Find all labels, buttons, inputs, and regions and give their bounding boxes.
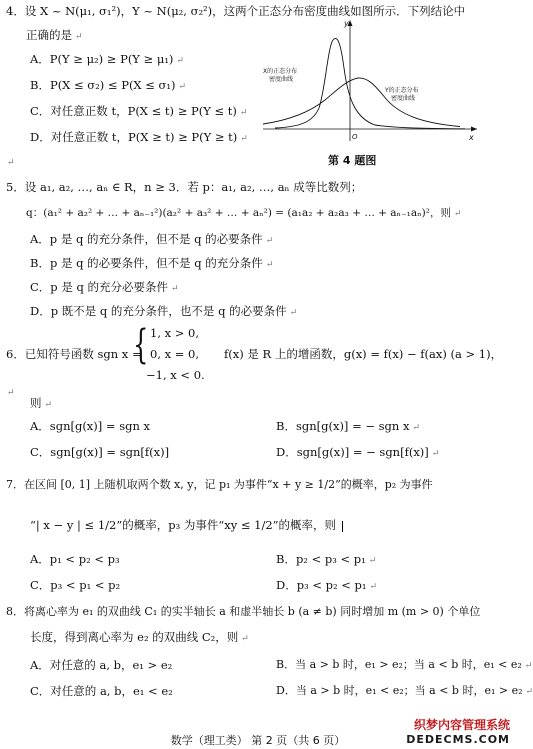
q6-ze-text: 则 <box>30 396 42 410</box>
q6-option-b <box>276 419 420 435</box>
paragraph-mark: ↵ <box>176 56 184 66</box>
y-curve-label-line2: 密度曲线 <box>391 95 416 102</box>
x-curve-label-line2: 密度曲线 <box>269 76 294 83</box>
q6-stem-prefix: 6．已知符号函数 sgn x = <box>6 347 142 361</box>
paragraph-mark: ↵ <box>178 82 187 92</box>
q8-option-d-text: D．当 a > b 时，e₁ < e₂；当 a < b 时，e₁ > e₂ <box>276 684 523 697</box>
q8-option-c: C．对任意的 a, b，e₁ < e₂ <box>30 684 173 698</box>
paragraph-mark: ↵ <box>171 284 179 294</box>
q5-option-d-text: D．p 既不是 q 的充分条件，也不是 q 的必要条件 <box>30 304 287 318</box>
text-cursor <box>342 521 343 532</box>
q4-stem-text: 正确的是 <box>26 28 72 42</box>
q6-case-2: 0, x = 0, <box>150 347 200 361</box>
q4-option-b <box>30 78 186 94</box>
q5-option-b-text: B．p 是 q 的必要条件，但不是 q 的充分条件 <box>30 256 263 270</box>
watermark-line1: 织梦内容管理系统 <box>413 718 510 732</box>
q6-option-d-text: D．sgn[g(x)] = − sgn[f(x)] <box>276 445 429 459</box>
paragraph-mark: ↵ <box>369 582 378 592</box>
q7-option-b-text: B．p₂ < p₃ < p₁ <box>276 552 366 566</box>
q5-option-a-text: A．p 是 q 的充分条件，但不是 q 的必要条件 <box>30 232 263 246</box>
paragraph-mark: ↵ <box>239 108 248 118</box>
origin-label: O <box>352 133 358 141</box>
paragraph-mark: ↵ <box>431 449 440 459</box>
paragraph-mark: ↵ <box>289 308 298 318</box>
x-density-curve <box>275 38 465 128</box>
paragraph-mark: ↵ <box>412 423 421 433</box>
q7-stem-line1: 7．在区间 [0, 1] 上随机取两个数 x, y，记 p₁ 为事件“x + y ≥ 1/2”的概率，p₂ 为事件 <box>6 478 433 491</box>
q6-option-c: C．sgn[g(x)] = sgn[f(x)] <box>30 445 170 459</box>
q7-option-c: C．p₃ < p₁ < p₂ <box>30 578 121 592</box>
q7-option-a: A．p₁ < p₂ < p₃ <box>30 552 120 566</box>
y-curve-label-line1: Y的正态分布 <box>385 87 419 94</box>
q6-option-d <box>276 445 439 461</box>
q7-stem-line2 <box>30 518 343 532</box>
q5-option-c <box>30 280 179 296</box>
q6-option-b-text: B．sgn[g(x)] = − sgn x <box>276 419 410 433</box>
paragraph-mark: ↵ <box>241 634 249 644</box>
q5-stem-line2 <box>26 206 462 221</box>
paragraph-mark: ↵ <box>75 32 83 42</box>
paragraph-mark: ↵ <box>265 260 274 270</box>
q4-stem-line2 <box>26 28 83 44</box>
q8-stem-text: 长度，得到离心率为 e₂ 的双曲线 C₂，则 <box>30 630 239 644</box>
q6-ze <box>30 396 52 412</box>
paragraph-mark: ↵ <box>7 158 15 168</box>
q8-option-b-text: B．当 a > b 时，e₁ > e₂；当 a < b 时，e₁ < e₂ <box>276 658 522 671</box>
x-axis-arrow <box>471 127 477 132</box>
q4-stem-line1: 4．设 X ~ N(μ₁, σ₁²)，Y ~ N(μ₂, σ₂²)，这两个正态分布密度曲线如图所示．下列结论中 <box>6 4 466 18</box>
q7-stem-text: “| x − y | ≤ 1/2”的概率，p₃ 为事件“xy ≤ 1/2”的概率，则 <box>30 518 337 532</box>
q8-option-b <box>276 658 532 673</box>
q5-stem-text: q：(a₁² + a₂² + … + aₙ₋₁²)(a₂² + a₃² + … + aₙ²) = (a₁a₂ + a₂a₃ + … + aₙ₋₁aₙ)²，则 <box>26 207 451 219</box>
q4-option-c-text: C．对任意正数 t，P(X ≤ t) ≥ P(Y ≤ t) <box>30 104 237 118</box>
q7-option-d-text: D．p₃ < p₂ < p₁ <box>276 578 367 592</box>
q4-option-b-text: B．P(X ≤ σ₂) ≤ P(X ≤ σ₁) <box>30 78 176 92</box>
q7-option-d <box>276 578 377 594</box>
site-watermark <box>406 716 510 746</box>
figure-caption: 第 4 题图 <box>328 154 377 167</box>
normal-distribution-figure <box>255 16 480 146</box>
q6-stem-suffix: f(x) 是 R 上的增函数，g(x) = f(x) − f(ax) (a > 1)， <box>224 347 503 361</box>
q4-option-a <box>30 52 184 68</box>
paragraph-mark: ↵ <box>368 556 377 566</box>
paragraph-mark: ↵ <box>525 687 533 697</box>
q7-option-b <box>276 552 376 568</box>
q6-case-1: 1, x > 0, <box>150 326 200 340</box>
q5-option-b <box>30 256 273 272</box>
paragraph-mark: ↵ <box>240 134 248 144</box>
watermark-line2: DEDECMS.COM <box>406 733 510 746</box>
q8-option-a: A．对任意的 a, b，e₁ > e₂ <box>30 658 173 672</box>
q8-stem-line2 <box>30 630 249 646</box>
q6-case-3: −1, x < 0. <box>146 368 205 382</box>
paragraph-mark: ↵ <box>7 388 15 398</box>
x-curve-label-line1: X的正态分布 <box>263 68 298 75</box>
page-footer: 数学（理工类） 第 2 页（共 6 页） <box>170 734 346 747</box>
q5-option-d <box>30 304 297 320</box>
q4-option-d-text: D．对任意正数 t，P(X ≥ t) ≥ P(Y ≥ t) <box>30 130 238 144</box>
q5-stem-line1: 5．设 a₁, a₂, …, aₙ ∈ R，n ≥ 3．若 p：a₁, a₂, …, aₙ 成等比数列； <box>6 180 363 194</box>
q4-option-d <box>30 130 248 146</box>
paragraph-mark: ↵ <box>453 209 462 219</box>
paragraph-mark: ↵ <box>265 236 274 246</box>
y-density-curve <box>263 78 460 127</box>
q8-option-d <box>276 684 533 699</box>
paragraph-mark: ↵ <box>44 400 53 410</box>
q5-option-c-text: C．p 是 q 的充分必要条件 <box>30 280 168 294</box>
paragraph-mark: ↵ <box>524 661 533 671</box>
y-axis-label: y <box>344 19 349 28</box>
q4-option-a-text: A．P(Y ≥ μ₂) ≥ P(Y ≥ μ₁) <box>30 52 174 66</box>
q8-stem-line1: 8．将离心率为 e₁ 的双曲线 C₁ 的实半轴长 a 和虚半轴长 b (a ≠ b) 同时增加 m (m > 0) 个单位 <box>6 605 481 618</box>
q4-option-c <box>30 104 247 120</box>
q5-option-a <box>30 232 273 248</box>
piecewise-brace: { <box>133 322 149 368</box>
x-axis-label: x <box>469 133 474 142</box>
q6-option-a: A．sgn[g(x)] = sgn x <box>30 419 151 433</box>
